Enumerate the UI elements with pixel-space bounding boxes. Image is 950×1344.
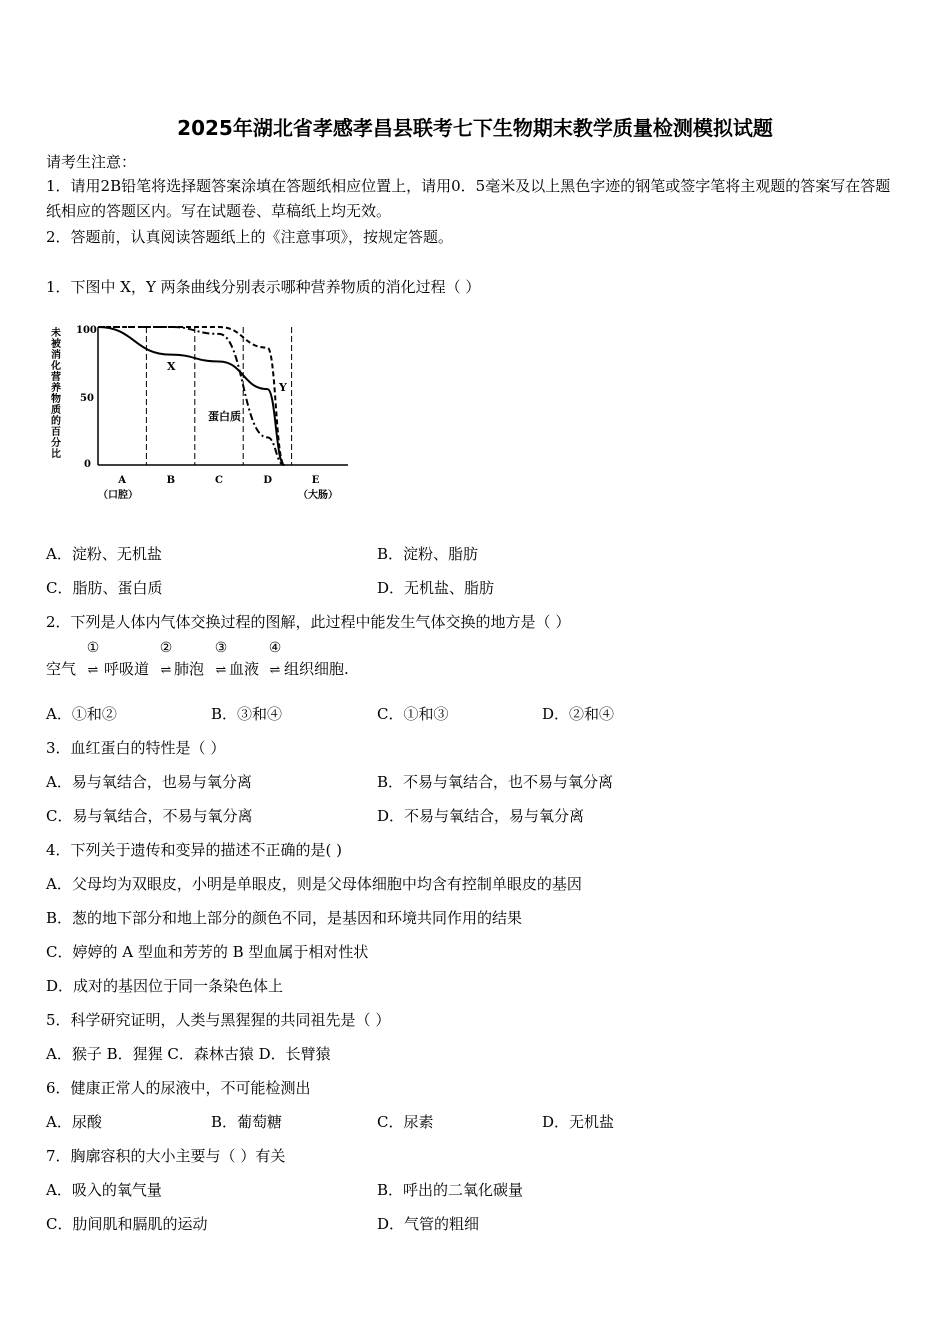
question-6-stem: 6．健康正常人的尿液中，不可能检测出	[46, 1079, 311, 1097]
y-axis-label-text: 未被消化营养物质的百分比	[48, 327, 60, 459]
node-airway: 呼吸道	[104, 660, 150, 678]
x-tick-labels	[117, 475, 320, 486]
notice-item-1: 1．请用2B铅笔将选择题答案涂填在答题纸相应位置上，请用0．5毫米及以上黑色字迹的钢笔或签字笔将主观题的答案写在答题纸相应的答题区内。写在试题卷、草稿纸上均无效。	[46, 177, 891, 220]
q2-option-d: D．②和④	[542, 705, 615, 723]
notice-item-2: 2．答题前，认真阅读答题纸上的《注意事项》，按规定答题。	[46, 228, 454, 246]
q6-option-b: B．葡萄糖	[211, 1113, 283, 1131]
q2-option-c: C．①和③	[377, 705, 449, 723]
q6-option-c: C．尿素	[377, 1113, 434, 1131]
question-3-stem: 3．血红蛋白的特性是（ ）	[46, 739, 226, 757]
note-mouth: （口腔）	[98, 490, 138, 501]
question-4-stem: 4．下列关于遗传和变异的描述不正确的是( )	[46, 841, 343, 859]
q3-option-d: D．不易与氧结合，易与氧分离	[377, 807, 585, 825]
y-tick-100: 100	[76, 325, 97, 336]
curves	[98, 327, 284, 465]
node-blood: 血液	[229, 660, 260, 678]
q7-option-c: C．肋间肌和膈肌的运动	[46, 1215, 208, 1233]
q4-option-a: A．父母均为双眼皮，小明是单眼皮，则是父母体细胞中均含有控制单眼皮的基因	[46, 875, 582, 893]
q2-option-b: B．③和④	[211, 705, 283, 723]
x-tick-E: E	[311, 475, 320, 486]
question-2-stem: 2．下列是人体内气体交换过程的图解，此过程中能发生气体交换的地方是（ ）	[46, 613, 571, 631]
curve-x	[98, 327, 284, 465]
q5-options: A．猴子 B．猩猩 C．森林古猿 D．长臂猿	[46, 1045, 331, 1063]
q3-option-c: C．易与氧结合，不易与氧分离	[46, 807, 253, 825]
node-alveoli: 肺泡	[174, 660, 205, 678]
q6-option-a: A．尿酸	[46, 1113, 102, 1131]
exchange-arrow-3: ③ ⇌	[214, 640, 228, 678]
exchange-arrow-2: ② ⇌	[159, 640, 173, 678]
q1-option-a: A．淀粉、无机盐	[46, 545, 162, 563]
q7-option-d: D．气管的粗细	[377, 1215, 480, 1233]
gas-exchange-diagram	[46, 640, 466, 685]
y-axis-label	[49, 326, 62, 459]
curve-label-x: X	[167, 360, 176, 373]
x-tick-A: A	[118, 475, 126, 486]
node-air: 空气	[46, 660, 77, 678]
node-tissue-cells: 组织细胞.	[284, 660, 349, 678]
curve-label-y: Y	[279, 381, 287, 394]
question-1-stem: 1．下图中 X，Y 两条曲线分别表示哪种营养物质的消化过程（ ）	[46, 278, 481, 296]
y-tick-0: 0	[84, 459, 91, 470]
question-7-stem: 7．胸廓容积的大小主要与（ ）有关	[46, 1147, 286, 1165]
q7-option-b: B．呼出的二氧化碳量	[377, 1181, 524, 1199]
region-dividers	[146, 327, 291, 465]
q7-option-a: A．吸入的氧气量	[46, 1181, 162, 1199]
curve-y	[98, 327, 284, 465]
x-tick-B: B	[166, 475, 176, 486]
y-tick-50: 50	[80, 393, 94, 404]
q3-option-a: A．易与氧结合，也易与氧分离	[46, 773, 252, 791]
q6-option-d: D．无机盐	[542, 1113, 615, 1131]
exchange-arrow-4: ④ ⇌	[268, 640, 282, 678]
notice-heading: 请考生注意：	[46, 153, 137, 171]
exchange-arrow-1: ① ⇌	[86, 640, 100, 678]
curve-label-protein: 蛋白质	[208, 410, 241, 423]
x-tick-C: C	[215, 475, 223, 486]
q2-option-a: A．①和②	[46, 705, 117, 723]
q1-option-d: D．无机盐、脂肪	[377, 579, 495, 597]
note-large-intestine: （大肠）	[298, 490, 338, 501]
q1-option-c: C．脂肪、蛋白质	[46, 579, 163, 597]
digestion-chart	[40, 305, 360, 515]
question-5-stem: 5．科学研究证明，人类与黑猩猩的共同祖先是（ ）	[46, 1011, 391, 1029]
page-title: 2025年湖北省孝感孝昌县联考七下生物期末教学质量检测模拟试题	[177, 116, 773, 140]
x-tick-D: D	[263, 475, 273, 486]
curve-protein	[98, 327, 284, 465]
q3-option-b: B．不易与氧结合，也不易与氧分离	[377, 773, 614, 791]
q4-option-b: B．葱的地下部分和地上部分的颜色不同，是基因和环境共同作用的结果	[46, 909, 523, 927]
q4-option-c: C．婷婷的 A 型血和芳芳的 B 型血属于相对性状	[46, 943, 369, 961]
q1-option-b: B．淀粉、脂肪	[377, 545, 479, 563]
q4-option-d: D．成对的基因位于同一条染色体上	[46, 977, 284, 995]
